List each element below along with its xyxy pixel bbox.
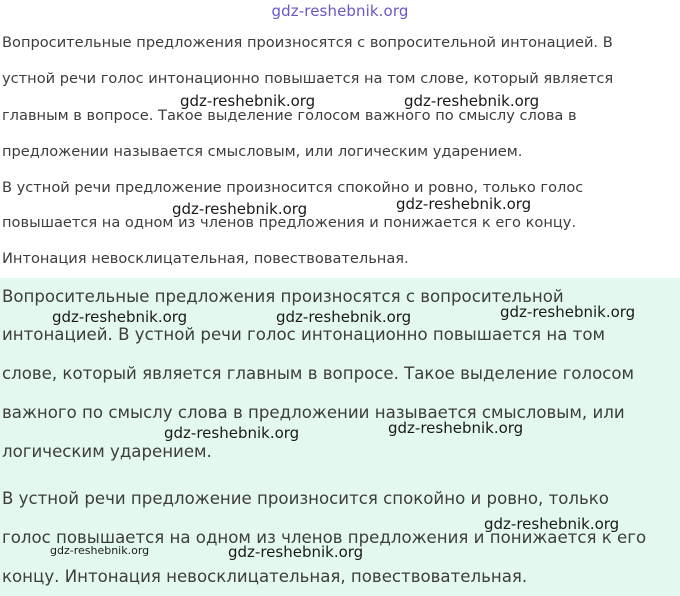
watermark: gdz-reshebnik.org bbox=[180, 92, 316, 110]
text-line: голос повышается на одном из членов предложения и понижается к его bbox=[2, 528, 647, 547]
watermark: gdz-reshebnik.org bbox=[164, 424, 300, 442]
watermark: gdz-reshebnik.org bbox=[228, 543, 364, 561]
watermark: gdz-reshebnik.org bbox=[276, 308, 412, 326]
watermark-header: gdz-reshebnik.org bbox=[271, 2, 409, 20]
text-line: интонацией. В устной речи голос интонационно повышается на том bbox=[2, 325, 605, 344]
watermark-small: gdz-reshebnik.org bbox=[50, 544, 150, 557]
watermark: gdz-reshebnik.org bbox=[396, 195, 532, 213]
watermark: gdz-reshebnik.org bbox=[404, 92, 540, 110]
text-line: устной речи голос интонационно повышается на том слове, который является bbox=[2, 70, 614, 87]
text-line: главным в вопросе. Такое выделение голосом важного по смыслу слова в bbox=[2, 107, 577, 124]
text-line: логическим ударением. bbox=[2, 442, 212, 461]
text-line: повышается на одном из членов предложения и понижается к его концу. bbox=[2, 214, 577, 231]
watermark: gdz-reshebnik.org bbox=[52, 308, 188, 326]
watermark: gdz-reshebnik.org bbox=[484, 515, 620, 533]
text-line: предложении называется смысловым, или логическим ударением. bbox=[2, 143, 523, 160]
text-line: В устной речи предложение произносится спокойно и ровно, только bbox=[2, 489, 609, 508]
answer-block-plain bbox=[0, 0, 680, 278]
watermark: gdz-reshebnik.org bbox=[172, 200, 308, 218]
text-line: В устной речи предложение произносится спокойно и ровно, только голос bbox=[2, 179, 584, 196]
text-line: Вопросительные предложения произносятся с вопросительной bbox=[2, 287, 564, 306]
text-line: Вопросительные предложения произносятся с вопросительной интонацией. В bbox=[2, 34, 613, 51]
watermark: gdz-reshebnik.org bbox=[500, 303, 636, 321]
text-line: слове, который является главным в вопросе. Такое выделение голосом bbox=[2, 364, 635, 383]
watermark: gdz-reshebnik.org bbox=[388, 419, 524, 437]
text-line: важного по смыслу слова в предложении называется смысловым, или bbox=[2, 403, 625, 422]
text-line: Интонация невосклицательная, повествовательная. bbox=[2, 250, 409, 267]
text-line: концу. Интонация невосклицательная, повествовательная. bbox=[2, 567, 528, 586]
